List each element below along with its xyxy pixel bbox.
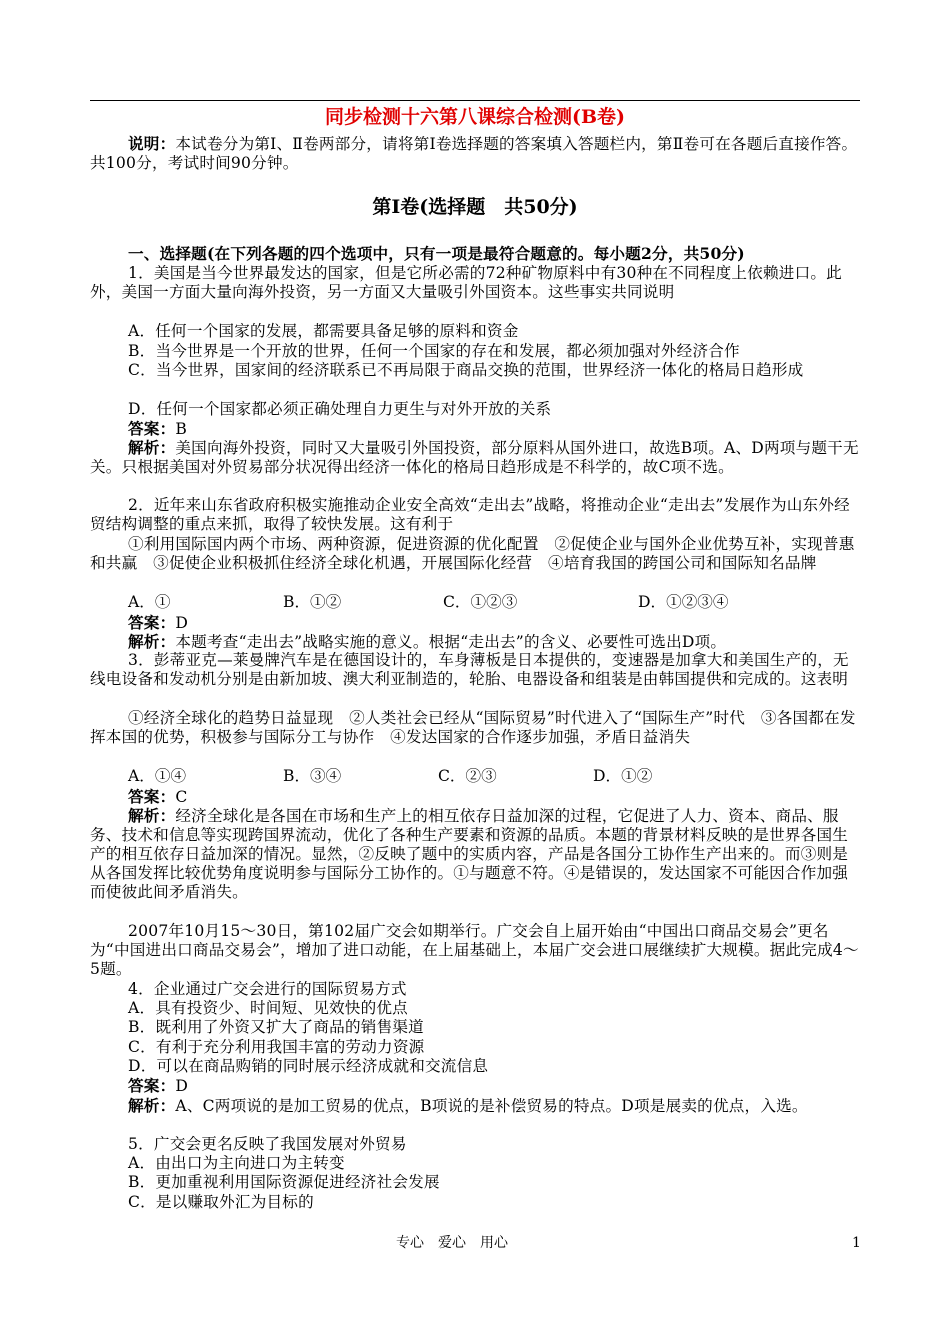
q4-answer-label: 答案： — [128, 1076, 176, 1095]
q2-answer-label: 答案： — [128, 613, 176, 632]
q3-analysis-text: 经济全球化是各国在市场和生产上的相互依存日益加深的过程，它促进了人力、资本、商品、服务、技术和信息等实现跨国界流动，优化了各种生产要素和资源的品质。本题的背景材料反映的是世界各国生产的相互依存日益加深的情况。显然，②反映了题中的实质内容，产品是各国分工协作生产出来的。而③则是从各国发挥比较优势角度说明参与国际分工协作的。①与题意不符。④是错误的，发达国家不可能因合作加强而使彼此间矛盾消失。 — [90, 807, 849, 901]
q1-analysis-label: 解析： — [128, 438, 176, 457]
q3-analysis — [90, 806, 860, 902]
q1-answer-value: B — [175, 420, 188, 438]
q4-analysis — [90, 1096, 860, 1116]
q3-options — [128, 767, 860, 786]
q2-stem: 2．近年来山东省政府积极实施推动企业安全高效“走出去”战略，将推动企业“走出去”发展作为山东外经贸结构调整的重点来抓，取得了较快发展。这有利于 — [90, 496, 850, 533]
q2-analysis-label: 解析： — [128, 632, 176, 651]
q3-answer-label: 答案： — [128, 787, 176, 806]
q1-option-d: D．任何一个国家都必须正确处理自力更生与对外开放的关系 — [128, 400, 552, 418]
q5-option-b: B．更加重视利用国际资源促进经济社会发展 — [128, 1173, 440, 1191]
q5-stem: 5．广交会更名反映了我国发展对外贸易 — [128, 1135, 407, 1153]
q3-items: ①经济全球化的趋势日益显现 ②人类社会已经从“国际贸易”时代进入了“国际生产”时代 ③各国都在发挥本国的优势，积极参与国际分工与协作 ④发达国家的合作逐步加强，矛盾日益消失 — [90, 709, 856, 746]
q2-analysis-text: 本题考查“走出去”战略实施的意义。根据“走出去”的含义、必要性可选出D项。 — [175, 633, 727, 651]
q4-option-d: D．可以在商品购销的同时展示经济成就和交流信息 — [128, 1057, 489, 1075]
q3-stem: 3．彭蒂亚克—莱曼牌汽车是在德国设计的，车身薄板是日本提供的，变速器是加拿大和美国生产的，无线电设备和发动机分别是由新加坡、澳大利亚制造的，轮胎、电器设备和组装是由韩国提供和完成的。这表明 — [90, 651, 849, 688]
q2-answer-value: D — [175, 614, 189, 632]
q3-analysis-label: 解析： — [128, 806, 176, 825]
header-rule — [90, 100, 860, 101]
q3-option-d: D．①② — [593, 767, 653, 785]
q2-items: ①利用国际国内两个市场、两种资源，促进资源的优化配置 ②促使企业与国外企业优势互补，实现普惠和共赢 ③促使企业积极抓住经济全球化机遇，开展国际化经营 ④培育我国的跨国公司和国际知名品牌 — [90, 535, 855, 572]
q4-analysis-label: 解析： — [128, 1096, 176, 1115]
q3-answer — [128, 787, 860, 807]
instructions-note — [90, 134, 860, 173]
q3-option-b: B．③④ — [283, 767, 342, 785]
page-number: 1 — [852, 1235, 861, 1251]
q2-option-d: D．①②③④ — [638, 593, 729, 611]
q1-analysis-text: 美国向海外投资，同时又大量吸引外国投资，部分原料从国外进口，故选B项。A、D两项与题干无关。只根据美国对外贸易部分状况得出经济一体化的格局日趋形成是不科学的，故C项不选。 — [90, 439, 859, 476]
section-title: 第Ⅰ卷(选择题 共50分) — [372, 196, 578, 218]
note-label: 说明： — [128, 134, 176, 153]
note-text: 本试卷分为第Ⅰ、Ⅱ卷两部分，请将第Ⅰ卷选择题的答案填入答题栏内，第Ⅱ卷可在各题后直接作答。共100分，考试时间90分钟。 — [90, 135, 858, 172]
q4-answer — [128, 1076, 860, 1096]
q1-analysis — [90, 438, 860, 477]
q4-stem: 4．企业通过广交会进行的国际贸易方式 — [128, 980, 407, 998]
q4-analysis-text: A、C两项说的是加工贸易的优点，B项说的是补偿贸易的特点。D项是展卖的优点，入选。 — [175, 1097, 808, 1115]
material-paragraph: 2007年10月15～30日，第102届广交会如期举行。广交会自上届开始由“中国出口商品交易会”更名为“中国进出口商品交易会”，增加了进口动能，在上届基础上，本届广交会进口展继续扩大规模。据此完成4～5题。 — [90, 922, 859, 978]
q2-option-b: B．①② — [283, 593, 342, 611]
q2-option-a: A．① — [128, 593, 171, 611]
q1-answer-label: 答案： — [128, 419, 176, 438]
q1-option-c: C．当今世界，国家间的经济联系已不再局限于商品交换的范围，世界经济一体化的格局日趋形成 — [128, 361, 804, 379]
q3-option-c: C．②③ — [438, 767, 497, 785]
q4-option-b: B．既利用了外资又扩大了商品的销售渠道 — [128, 1018, 424, 1036]
q4-answer-value: D — [175, 1077, 189, 1095]
q2-option-c: C．①②③ — [443, 593, 518, 611]
q3-answer-value: C — [175, 788, 188, 806]
q2-analysis — [90, 632, 860, 652]
q4-option-c: C．有利于充分利用我国丰富的劳动力资源 — [128, 1038, 425, 1056]
q1-answer — [128, 419, 860, 439]
q3-option-a: A．①④ — [128, 767, 187, 785]
section-instruction: 一、选择题(在下列各题的四个选项中，只有一项是最符合题意的。每小题2分，共50分) — [128, 244, 745, 263]
q2-options — [128, 593, 860, 612]
q1-option-b: B．当今世界是一个开放的世界，任何一个国家的存在和发展，都必须加强对外经济合作 — [128, 342, 740, 360]
q1-option-a: A．任何一个国家的发展，都需要具备足够的原料和资金 — [128, 322, 519, 340]
q4-option-a: A．具有投资少、时间短、见效快的优点 — [128, 999, 408, 1017]
q5-option-a: A．由出口为主向进口为主转变 — [128, 1154, 345, 1172]
footer-motto: 专心 爱心 用心 — [396, 1235, 508, 1251]
document-title: 同步检测十六第八课综合检测(B卷) — [324, 106, 626, 128]
q2-answer — [128, 613, 860, 633]
q1-stem: 1．美国是当今世界最发达的国家，但是它所必需的72种矿物原料中有30种在不同程度上依赖进口。此外，美国一方面大量向海外投资，另一方面又大量吸引外国资本。这些事实共同说明 — [90, 264, 842, 301]
q5-option-c: C．是以赚取外汇为目标的 — [128, 1193, 314, 1211]
